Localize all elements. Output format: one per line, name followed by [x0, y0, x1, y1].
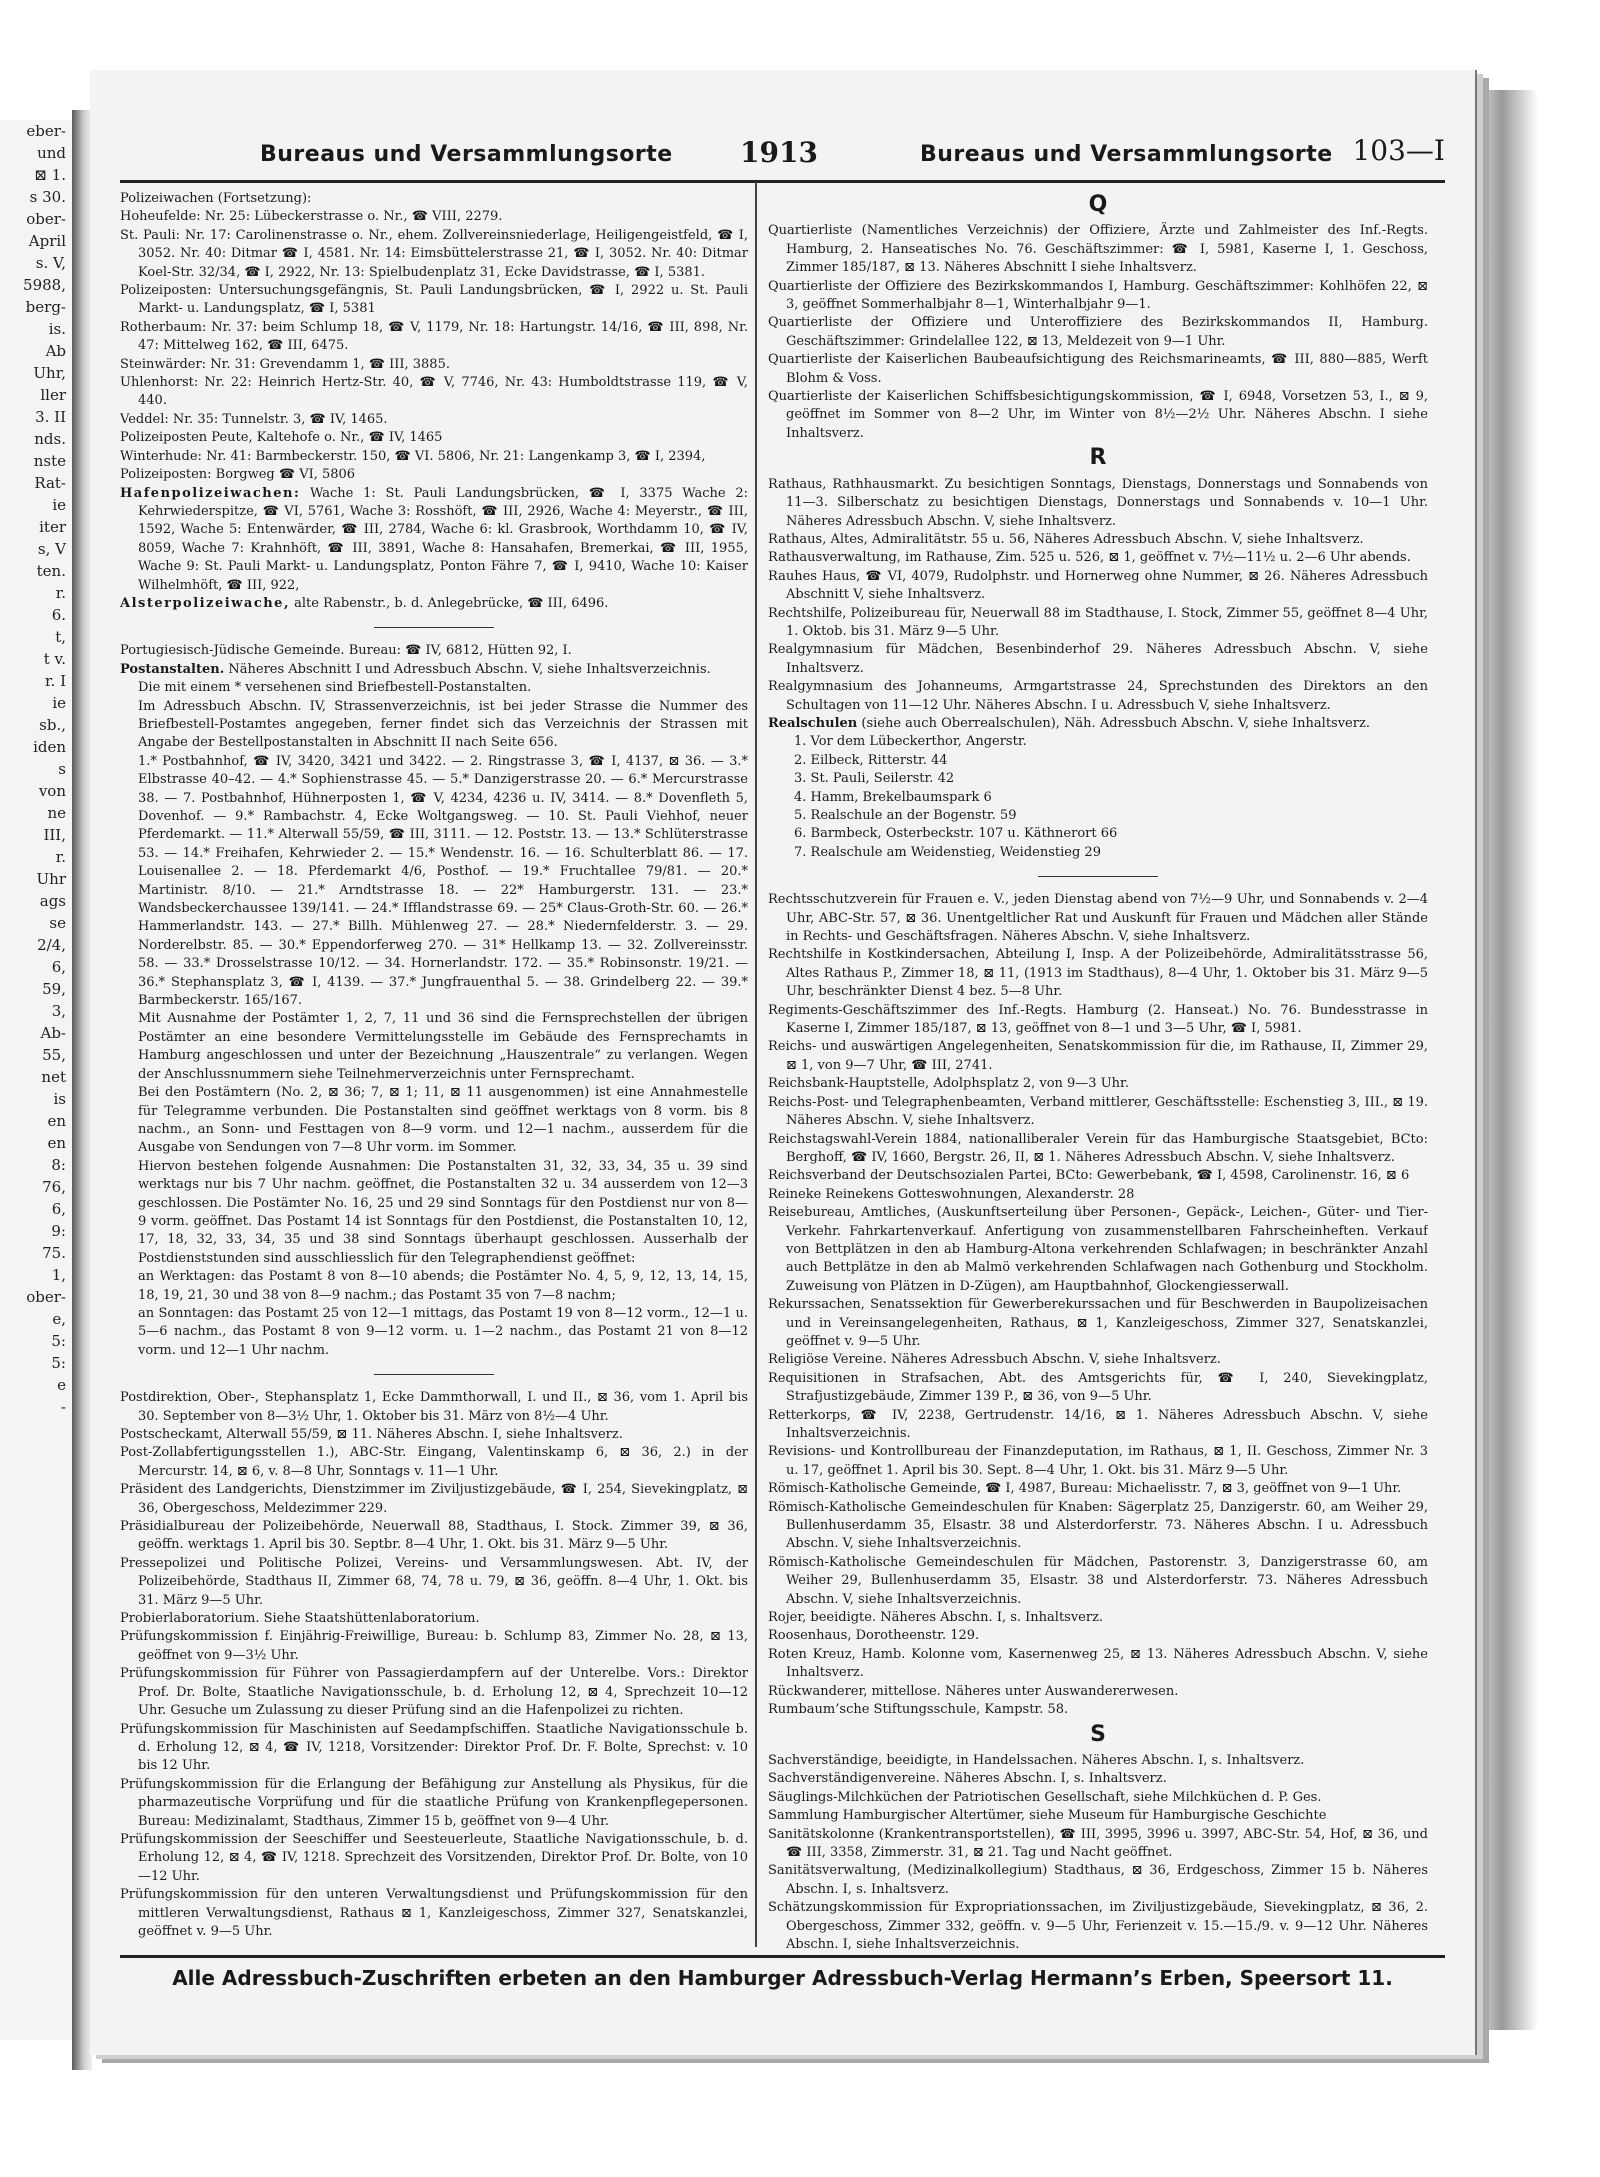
- adjacent-text-fragment: e: [57, 1376, 66, 1394]
- r-entry: Reichsbank-Hauptstelle, Adolphsplatz 2, von 9—3 Uhr.: [768, 1076, 1129, 1092]
- q-entry: Quartierliste der Offiziere des Bezirkskommandos I, Hamburg. Geschäftszimmer: Kohlhöfen 22, ⊠ 3, geöffnet Sommerhalbjahr 8—1, Winterhalbjahr 9—1.: [768, 278, 1428, 313]
- polizei-entry: Veddel: Nr. 35: Tunnelstr. 3, ☎ IV, 1465.: [120, 411, 388, 427]
- polizei-entry: Polizeiposten: Untersuchungsgefängnis, St. Pauli Landungsbrücken, ☎ I, 2922 u. St. Pauli Markt- u. Landungsplatz, ☎ I, 5381: [120, 283, 748, 317]
- post-entry: Prüfungskommission für Führer von Passagierdampfern auf der Unterelbe. Vors.: Direktor Prof. Dr. Bolte, Staatliche Navigationsschule, b. d. Erholung 12, ⊠ 4, Sprechzeit 10—12 Uhr. Gesuche um Zulassung zu dieser Prüfung sind an die Hafenpolizei zu richten.: [120, 1666, 748, 1719]
- adjacent-text-fragment: Rat-: [34, 474, 66, 492]
- r-entry: Rückwanderer, mittellose. Näheres unter Auswandererwesen.: [768, 1683, 1179, 1699]
- adjacent-text-fragment: e,: [52, 1310, 66, 1328]
- section-letter-s: S: [1090, 1721, 1106, 1747]
- q-entries: [768, 222, 1428, 443]
- adjacent-text-fragment: 75.: [42, 1244, 66, 1262]
- adjacent-text-fragment: ne: [47, 804, 66, 822]
- hafenpolizei-entry: [120, 485, 748, 595]
- r-entry: Rojer, beeidigte. Näheres Abschn. I, s. Inhaltsverz.: [768, 1610, 1104, 1626]
- adjacent-text-fragment: r. I: [45, 672, 66, 690]
- adjacent-text-fragment: is: [53, 1090, 66, 1108]
- adjacent-text-fragment: sb.,: [39, 716, 66, 734]
- r-entry: Realgymnasium des Johanneums, Armgartstrasse 24, Sprechstunden des Direktors an den Schultagen von 11—12 Uhr. Näheres Abschn. I u. Adressbuch V, siehe Inhaltsverz.: [768, 679, 1428, 713]
- adjacent-text-fragment: ten.: [36, 562, 66, 580]
- adjacent-page-fragment: [0, 120, 75, 2040]
- r-entry: Römisch-Katholische Gemeindeschulen für Knaben: Sägerplatz 25, Danzigerstr. 60, am Weiher 29, Bullenhuserdamm 35, Elsastr. 38 und Alsterdorferstr. 73. Näheres Abschn. I u. Adressbuch Abschn. V, siehe Inhaltsverzeichnis.: [768, 1499, 1428, 1552]
- r-entry: Regiments-Geschäftszimmer des Inf.-Regts. Hamburg (2. Hanseat.) No. 76. Bundesstrasse in Kaserne I, Zimmer 185/187, ⊠ 13, geöffnet von 8—1 und 3—5 Uhr, ☎ I, 5981.: [768, 1002, 1428, 1037]
- adjacent-text-fragment: 5:: [51, 1332, 66, 1350]
- post-entry: Prüfungskommission für die Erlangung der Befähigung zur Anstellung als Physikus, für die pharmazeutische Vorprüfung und für die staatliche Prüfung von Krankenpflegepersonen. Bureau: Medizinalamt, Stadthaus, Zimmer 15 b, geöffnet von 9—4 Uhr.: [120, 1776, 748, 1829]
- adjacent-text-fragment: en: [47, 1134, 66, 1152]
- adjacent-text-fragment: und: [37, 144, 66, 162]
- q-entry: Quartierliste der Kaiserlichen Schiffsbesichtigungskommission, ☎ I, 6948, Vorsetzen 53, I., ⊠ 9, geöffnet im Sommer von 8—2 Uhr, im Winter von 8½—2½ Uhr. Näheres Abschn. I siehe Inhaltsverz.: [768, 389, 1428, 441]
- adjacent-text-fragment: berg-: [25, 298, 66, 316]
- page-number: 103—I: [1352, 134, 1445, 167]
- adjacent-text-fragment: en: [47, 1112, 66, 1130]
- directory-page: [90, 70, 1477, 2055]
- adjacent-text-fragment: 55,: [42, 1046, 66, 1064]
- adjacent-text-fragment: 5988,: [23, 276, 66, 294]
- s-entry: Sanitätskolonne (Krankentransportstellen), ☎ III, 3995, 3996 u. 3997, ABC-Str. 54, Hof, ⊠ 36, und ☎ III, 3358, Zimmerstr. 31, ⊠ 21. Tag und Nacht geöffnet.: [768, 1826, 1428, 1860]
- adjacent-text-fragment: r.: [55, 848, 66, 866]
- q-entry: Quartierliste der Kaiserlichen Baubeaufsichtigung des Reichsmarineamts, ☎ III, 880—885, Werft Blohm & Voss.: [768, 352, 1428, 386]
- r-entry: Rathausverwaltung, im Rathause, Zim. 525 u. 526, ⊠ 1, geöffnet v. 7½—11½ u. 2—6 Uhr abends.: [768, 550, 1411, 566]
- realschule-item: 5. Realschule an der Bogenstr. 59: [794, 808, 1017, 823]
- adjacent-text-fragment: ags: [39, 892, 66, 910]
- r-entry: Rechtshilfe in Kostkindersachen, Abteilung I, Insp. A der Polizeibehörde, Admiralitätsstrasse 56, Altes Rathaus P., Zimmer 18, ⊠ 11, (1913 im Stadthaus), 8—4 Uhr, 1. Oktober bis 31. März 9—5 Uhr, beschränkter Dienst 4 bez. 5—8 Uhr.: [768, 947, 1428, 1000]
- r-entry: Rauhes Haus, ☎ VI, 4079, Rudolphstr. und Hornerweg ohne Nummer, ⊠ 26. Näheres Adressbuch Abschnitt V, siehe Inhaltsverz.: [768, 568, 1428, 603]
- adjacent-text-fragment: 6,: [51, 1200, 66, 1218]
- polizei-entry: Winterhude: Nr. 41: Barmbeckerstr. 150, ☎ VI. 5806, Nr. 21: Langenkamp 3, ☎ I, 2394,: [120, 448, 706, 464]
- adjacent-text-fragment: 76,: [42, 1178, 66, 1196]
- adjacent-text-fragment: 5:: [51, 1354, 66, 1372]
- post-entry: Präsident des Landgerichts, Dienstzimmer im Ziviljustizgebäude, ☎ I, 254, Sievekingplatz, ⊠ 36, Obergeschoss, Meldezimmer 229.: [120, 1482, 748, 1516]
- post-entry: Pressepolizei und Politische Polizei, Vereins- und Versammlungswesen. Abt. IV, der Polizeibehörde, Stadthaus II, Zimmer 68, 74, 78 u. 79, ⊠ 36, geöffn. 8—4 Uhr, 1. Okt. bis 31. März 9—5 Uhr.: [120, 1555, 748, 1608]
- r-entry: Reisebureau, Amtliches, (Auskunftserteilung über Personen-, Gepäck-, Leichen-, Güter- und Tier-Verkehr. Fahrkartenverkauf. Anfertigung von zusammenstellbaren Fahrscheinheften. Verkauf von Bettplätzen in den ab Hamburg-Altona verkehrenden Schlafwagen; in beschränkter Anzahl auch Bettplätze in den ab Malmö verkehrenden Schlafwagen nach Gothenburg und Stockholm. Zuweisung von Plätzen in D-Zügen), am Hauptbahnhof, Glockengiesserwall.: [768, 1205, 1428, 1294]
- hafenpolizei-title: Hafenpolizeiwachen:: [120, 485, 301, 501]
- adjacent-text-fragment: nds.: [34, 430, 66, 448]
- s-entry: Sachverständige, beeidigte, in Handelssachen. Näheres Abschn. I, s. Inhaltsverz.: [768, 1752, 1305, 1768]
- post-entry: Prüfungskommission für Maschinisten auf Seedampfschiffen. Staatliche Navigationsschule b. d. Erholung 12, ⊠ 4, ☎ IV, 1218, Vorsitzender: Direktor Prof. Dr. F. Bolte, Sprechst: v. 10 bis 12 Uhr.: [120, 1721, 748, 1774]
- s-entry: Sanitätsverwaltung, (Medizinalkollegium) Stadthaus, ⊠ 36, Erdgeschoss, Zimmer 15 b. Näheres Abschn. I, s. Inhaltsverz.: [768, 1863, 1428, 1897]
- page-header: [120, 130, 1445, 183]
- alsterpolizei-title: Alsterpolizeiwache,: [120, 595, 290, 611]
- adjacent-text-fragment: 3,: [51, 1002, 66, 1020]
- polizei-entry: Uhlenhorst: Nr. 22: Heinrich Hertz-Str. 40, ☎ V, 7746, Nr. 43: Humboldtstrasse 119, ☎ V, 440.: [120, 375, 748, 409]
- adjacent-text-fragment: ie: [52, 496, 66, 514]
- adjacent-text-fragment: ober-: [26, 1288, 66, 1306]
- adjacent-text-fragment: Uhr: [36, 870, 66, 888]
- r-entry: Roten Kreuz, Hamb. Kolonne vom, Kasernenweg 25, ⊠ 13. Näheres Adressbuch Abschn. V, siehe Inhaltsverz.: [768, 1646, 1428, 1681]
- adjacent-text-fragment: 9:: [51, 1222, 66, 1240]
- polizeiwachen-section: [120, 190, 748, 485]
- r-entry: Reineke Reinekens Gotteswohnungen, Alexanderstr. 28: [768, 1186, 1135, 1202]
- polizei-entry: Polizeiposten: Borgweg ☎ VI, 5806: [120, 467, 356, 483]
- postanstalten-title-line: [120, 661, 748, 679]
- adjacent-text-fragment: Uhr,: [33, 364, 66, 382]
- hafenpolizei-text: Wache 1: St. Pauli Landungsbrücken, ☎ I, 3375 Wache 2: Kehrwiederspitze, ☎ VI, 5761, Wache 3: Rosshöft, ☎ III, 2926, Wache 4: Meyerstr., ☎ III, 1592, Wache 5: Entenwärder, ☎ III, 2784, Wache 6: kl. Grasbrook, Worthdamm 10, ☎ IV, 8059, Wache 7: Krahnhöft, ☎ III, 3891, Wache 8: Hansahafen, Bremerkai, ☎ III, 1955, Wache 9: St. Pauli Markt- u. Landungsplatz, Ponton Fähre 7, ☎ I, 9410, Wache 10: Kaiser Wilhelmhöft, ☎ III, 922,: [138, 485, 748, 593]
- adjacent-text-fragment: 8:: [51, 1156, 66, 1174]
- alsterpolizei-text: alte Rabenstr., b. d. Anlegebrücke, ☎ III, 6496.: [294, 595, 609, 611]
- adjacent-text-fragment: net: [41, 1068, 66, 1086]
- realschulen-list: [768, 733, 1428, 862]
- realschule-item: 4. Hamm, Brekelbaumspark 6: [794, 789, 992, 805]
- section-rule: [374, 627, 494, 628]
- postanstalten-paragraph: Hiervon bestehen folgende Ausnahmen: Die Postanstalten 31, 32, 33, 34, 35 u. 39 sind werktags nur bis 7 Uhr nachm. geöffnet, die Postanstalten 32 u. 34 ausserdem von 12—3 geschlossen. Die Postämter No. 16, 25 und 29 sind Sonntags für den Postdienst nur von 8—9 vorm. geöffnet. Das Postamt 14 ist Sonntags für den Postdienst, die Postanstalten 10, 12, 17, 18, 32, 33, 34, 35 und 38 sind Sonntags überhaupt geschlossen. Ausserhalb der Postdienststunden sind ausschliesslich für den Telegraphendienst geöffnet:: [138, 1158, 748, 1266]
- postanstalten-paragraph: an Werktagen: das Postamt 8 von 8—10 abends; die Postämter No. 4, 5, 9, 12, 13, 14, 15, 18, 19, 21, 30 und 38 von 8—9 nachm.; das Postamt 35 von 7—8 nachm;: [138, 1269, 748, 1303]
- adjacent-text-fragment: 1,: [51, 1266, 66, 1284]
- realschulen-title: Realschulen: [768, 715, 858, 731]
- adjacent-text-fragment: s: [58, 760, 66, 778]
- r-entry: Rechtshilfe, Polizeibureau für, Neuerwall 88 im Stadthause, I. Stock, Zimmer 55, geöffnet 8—4 Uhr, 1. Oktob. bis 31. März 9—5 Uhr.: [768, 605, 1428, 639]
- realschulen-text: (siehe auch Oberrealschulen), Näh. Adressbuch Abschn. V, siehe Inhaltsverz.: [861, 715, 1370, 731]
- postanstalten-intro: Näheres Abschnitt I und Adressbuch Abschn. V, siehe Inhaltsverzeichnis.: [228, 661, 711, 677]
- s-entry: Sammlung Hamburgischer Altertümer, siehe Museum für Hamburgische Geschichte: [768, 1808, 1327, 1824]
- s-entry: Schätzungskommission für Expropriationssachen, im Ziviljustizgebäude, Sievekingplatz, ⊠ 36, 2. Obergeschoss, Zimmer 332, geöffn. v. 9—5 Uhr, Ferienzeit v. 15.—15./9. v. 9—12 Uhr. Näheres Abschn. I, siehe Inhaltsverzeichnis.: [768, 1900, 1428, 1952]
- section-letter-r: R: [1089, 445, 1107, 471]
- post-entry: Postscheckamt, Alterwall 55/59, ⊠ 11. Näheres Abschn. I, siehe Inhaltsverz.: [120, 1427, 623, 1442]
- polizei-entry: Polizeiposten Peute, Kaltehofe o. Nr., ☎ IV, 1465: [120, 430, 443, 446]
- q-entry: Quartierliste der Offiziere und Unteroffiziere des Bezirkskommandos II, Hamburg. Geschäftszimmer: Grindelallee 122, ⊠ 13, Meldezeit von 9—1 Uhr.: [768, 315, 1428, 349]
- r-entries-a: [768, 476, 1428, 715]
- realschule-item: 3. St. Pauli, Seilerstr. 42: [794, 771, 955, 787]
- adjacent-text-fragment: 6.: [51, 606, 66, 624]
- adjacent-text-fragment: ller: [40, 386, 66, 404]
- postanstalten-paragraph: Mit Ausnahme der Postämter 1, 2, 7, 11 und 36 sind die Fernsprechstellen der übrigen Postämter an eine besondere Vermittelungsstelle im Gebäude des Fernsprechamts in Hamburg angeschlossen und unter der Bezeichnung „Hauszentrale“ zu verlangen. Wegen der Anschlussnummern siehe Teilnehmerverzeichnis unter Fernsprechamt.: [138, 1011, 748, 1082]
- r-entry: Rekurssachen, Senatssektion für Gewerberekurssachen und für Beschwerden in Baupolizeisachen und in Vereinsangelegenheiten, Rathaus, ⊠ 1, Kanzleigeschoss, Zimmer 327, Senatskanzlei, geöffnet v. 9—5 Uhr.: [768, 1297, 1428, 1349]
- s-entry: Sachverständigenvereine. Näheres Abschn. I, s. Inhaltsverz.: [768, 1771, 1167, 1787]
- adjacent-text-fragment: s. V,: [35, 254, 66, 272]
- header-title-left: Bureaus und Versammlungsorte: [260, 142, 673, 167]
- column-divider: [755, 182, 757, 1947]
- postanstalten-paragraph: 1.* Postbahnhof, ☎ IV, 3420, 3421 und 3422. — 2. Ringstrasse 3, ☎ I, 4137, ⊠ 36. — 3.* Elbstrasse 40–42. — 4.* Sophienstrasse 45. — 5.* Danzigerstrasse 20. — 6.* Mercurstrasse 38. — 7. Postbahnhof, Hühnerposten 1, ☎ V, 4234, 4236 u. IV, 3414. — 8.* Dovenfleth 5, Dovenhof. — 9.* Rambachstr. 4, Ecke Woltgangsweg. — 10. St. Pauli Viehhof, neuer Pferdemarkt. — 11.* Alterwall 55/59, ☎ III, 3111. — 12. Poststr. 13. — 13.* Schlüterstrasse 53. — 14.* Freihafen, Kehrwieder 2. — 15.* Wendenstr. 16. — 16. Schulterblatt 86. — 17. Louisenallee 2. — 18. Pferdemarkt 4/6, Posthof. — 19.* Fruchtallee 79/81. — 20.* Martinistr. 8/10. — 21.* Arndtstrasse 18. — 22* Hamburgerstr. 131. — 23.* Wandsbeckerchaussee 139/141. — 24.* Ifflandstrasse 69. — 25* Claus-Groth-Str. 60. — 26.* Hammerlandstr. 143. — 27.* Billh. Mühlenweg 27. — 28.* Niedernfelderstr. 3. — 29. Norderelbstr. 85. — 30.* Eppendorferweg 270. — 31* Hellkamp 13. — 32. Zollvereinsstr. 58. — 33.* Drosselstrasse 10/12. — 34. Hornerlandstr. 172. — 35.* Robinsonstr. 19/21. — 36.* Stephansplatz 3, ☎ I, 4139. — 37.* Jungfrauenthal 5. — 38. Grindelberg 22. — 39.* Barmbeckerstr. 165/167.: [138, 753, 748, 1009]
- r-entry: Requisitionen in Strafsachen, Abt. des Amtsgerichts für, ☎ I, 240, Sievekingplatz, Strafjustizgebäude, Zimmer 139 P., ⊠ 36, von 9—5 Uhr.: [768, 1370, 1428, 1405]
- r-entry: Reichs-Post- und Telegraphenbeamten, Verband mittlerer, Geschäftsstelle: Eschenstieg 3, III., ⊠ 19. Näheres Abschn. V, siehe Inhaltsverz.: [768, 1094, 1428, 1129]
- adjacent-text-fragment: iden: [33, 738, 66, 756]
- r-entry: Rathaus, Altes, Admiralitätstr. 55 u. 56, Näheres Adressbuch Abschn. V, siehe Inhaltsverz.: [768, 531, 1364, 547]
- s-entries: [768, 1752, 1428, 1954]
- postanstalten-paragraph: Die mit einem * versehenen sind Briefbestell-Postanstalten.: [138, 680, 532, 696]
- postanstalten-paragraph: Bei den Postämtern (No. 2, ⊠ 36; 7, ⊠ 1; 11, ⊠ 11 ausgenommen) ist eine Annahmestelle für Telegramme verbunden. Die Postanstalten sind geöffnet werktags von 8 vorm. bis 8 nachm., an Sonn- und Festtagen von 8—9 vorm. und 12—1 nachm., ausserdem für die Ausgabe von Sendungen von 7—8 Uhr vorm. im Sommer.: [138, 1085, 748, 1156]
- section-rule: [374, 1374, 494, 1375]
- polizei-entry: Polizeiwachen (Fortsetzung):: [120, 191, 312, 206]
- adjacent-text-fragment: t v.: [43, 650, 66, 668]
- adjacent-text-fragment: 59,: [42, 980, 66, 998]
- r-entry: Retterkorps, ☎ IV, 2238, Gertrudenstr. 14/16, ⊠ 1. Näheres Adressbuch Abschn. V, siehe Inhaltsverzeichnis.: [768, 1407, 1428, 1441]
- r-entry: Reichs- und auswärtigen Angelegenheiten, Senatskommission für die, im Rathause, II, Zimmer 29, ⊠ 1, von 9—7 Uhr, ☎ III, 2741.: [768, 1039, 1428, 1073]
- postanstalten-paragraph: an Sonntagen: das Postamt 25 von 12—1 mittags, das Postamt 19 von 8—12 vorm., 12—1 u. 5—6 nachm., das Postamt 8 von 9—12 vorm. u. 1—2 nachm., das Postamt 21 von 8—12 vorm. und 12—1 Uhr nachm.: [138, 1305, 748, 1358]
- r-entry: Reichsverband der Deutschsozialen Partei, BCto: Gewerbebank, ☎ I, 4598, Carolinenstr. 16, ⊠ 6: [768, 1168, 1410, 1184]
- r-entries-b: [768, 891, 1428, 1719]
- adjacent-text-fragment: t,: [55, 628, 66, 646]
- realschule-item: 7. Realschule am Weidenstieg, Weidenstieg 29: [794, 844, 1101, 860]
- adjacent-text-fragment: Ab: [45, 342, 66, 360]
- postanstalten-title: Postanstalten.: [120, 661, 225, 677]
- realschule-item: 1. Vor dem Lübeckerthor, Angerstr.: [794, 734, 1027, 750]
- section-letter-q: Q: [1088, 192, 1108, 217]
- realschule-item: 6. Barmbeck, Osterbeckstr. 107 u. Käthnerort 66: [794, 826, 1118, 842]
- polizei-entry: Rotherbaum: Nr. 37: beim Schlump 18, ☎ V, 1179, Nr. 18: Hartungstr. 14/16, ☎ III, 898, Nr. 47: Mittelweg 162, ☎ III, 6475.: [120, 319, 748, 354]
- polizei-entry: Steinwärder: Nr. 31: Grevendamm 1, ☎ III, 3885.: [120, 356, 450, 372]
- adjacent-text-fragment: 2/4,: [37, 936, 66, 954]
- r-entry: Realgymnasium für Mädchen, Besenbinderhof 29. Näheres Adressbuch Abschn. V, siehe Inhaltsverz.: [768, 642, 1428, 676]
- adjacent-text-fragment: ober-: [26, 210, 66, 228]
- adjacent-text-fragment: s 30.: [29, 188, 66, 206]
- postanstalten-paragraph: Im Adressbuch Abschn. IV, Strassenverzeichnis, ist bei jeder Strasse die Nummer des Briefbestell-Postamtes angegeben, ferner findet sich das Verzeichnis der Strassen mit Angabe der Bestellpostanstalten in Abschnitt II nach Seite 656.: [138, 698, 748, 751]
- adjacent-text-fragment: iter: [39, 518, 66, 536]
- post-entry: Postdirektion, Ober-, Stephansplatz 1, Ecke Dammthorwall, I. und II., ⊠ 36, vom 1. April bis 30. September von 8—3½ Uhr, 1. Oktober bis 31. März von 8½—4 Uhr.: [120, 1390, 748, 1424]
- left-column: [120, 190, 748, 1941]
- adjacent-text-fragment: s, V: [37, 540, 66, 558]
- page-edge: [1478, 90, 1538, 2030]
- adjacent-text-fragment: Ab-: [40, 1024, 66, 1042]
- portugiesisch-entry: Portugiesisch-Jüdische Gemeinde. Bureau: ☎ IV, 6812, Hütten 92, I.: [120, 643, 572, 659]
- polizei-entry: St. Pauli: Nr. 17: Carolinenstrasse o. Nr., ehem. Zollvereinsniederlage, Heiligengeistfeld, ☎ I, 3052. Nr. 40: Ditmar ☎ I, 4581. Nr. 14: Eimsbüttelerstrasse 21, ☎ I, 3052. Nr. 40: Ditmar Koel-Str. 32/34, ☎ I, 2922, Nr. 13: Spielbudenplatz 31, Ecke Davidstrasse, ☎ I, 5381.: [120, 227, 748, 280]
- adjacent-text-fragment: von: [38, 782, 66, 800]
- page-footer: Alle Adressbuch-Zuschriften erbeten an den Hamburger Adressbuch-Verlag Hermann’s Erben, Speersort 11.: [120, 1955, 1445, 1990]
- alsterpolizei-entry: [120, 595, 748, 613]
- book-gutter: [72, 110, 92, 2070]
- adjacent-text-fragment: is.: [48, 320, 66, 338]
- post-entry: Prüfungskommission der Seeschiffer und Seesteuerleute, Staatliche Navigationsschule, b. d. Erholung 12, ⊠ 4, ☎ IV, 1218. Sprechzeit des Vorsitzenden, Direktor Prof. Dr. Bolte, von 10—12 Uhr.: [120, 1831, 748, 1884]
- r-entry: Rathaus, Rathhausmarkt. Zu besichtigen Sonntags, Dienstags, Donnerstags und Sonnabends von 11—3. Silberschatz zu besichtigen Dienstags, Donnerstags und Sonnabends v. 10—1 Uhr. Näheres Adressbuch Abschn. V, siehe Inhaltsverz.: [768, 476, 1428, 529]
- r-entry: Religiöse Vereine. Näheres Adressbuch Abschn. V, siehe Inhaltsverz.: [768, 1352, 1221, 1368]
- adjacent-text-fragment: III,: [43, 826, 66, 844]
- r-entry: Rumbaum’sche Stiftungsschule, Kampstr. 58.: [768, 1702, 1069, 1718]
- adjacent-text-fragment: 3. II: [35, 408, 66, 426]
- realschule-item: 2. Eilbeck, Ritterstr. 44: [794, 752, 948, 768]
- adjacent-text-fragment: eber-: [26, 122, 66, 140]
- post-entry: Prüfungskommission für den unteren Verwaltungsdienst und Prüfungskommission für den mittleren Verwaltungsdienst, Rathaus ⊠ 1, Kanzleigeschoss, Zimmer 327, Senatskanzlei, geöffnet v. 9—5 Uhr.: [120, 1887, 748, 1939]
- r-entry: Römisch-Katholische Gemeinde, ☎ I, 4987, Bureau: Michaelisstr. 7, ⊠ 3, geöffnet von 9—1 Uhr.: [768, 1481, 1402, 1497]
- adjacent-text-fragment: -: [60, 1398, 66, 1416]
- adjacent-text-fragment: ie: [52, 694, 66, 712]
- header-title-right: Bureaus und Versammlungsorte: [920, 142, 1333, 167]
- realschulen-entry: [768, 715, 1428, 733]
- r-entry: Römisch-Katholische Gemeindeschulen für Mädchen, Pastorenstr. 3, Danzigerstrasse 60, am Weiher 29, Bullenhuserdamm 35, Elsastr. 38 und Alsterdorferstr. 73. Näheres Adressbuch Abschn. V, siehe Inhaltsverzeichnis.: [768, 1554, 1428, 1607]
- r-entry: Roosenhaus, Dorotheenstr. 129.: [768, 1628, 980, 1644]
- q-entry: Quartierliste (Namentliches Verzeichnis) der Offiziere, Ärzte und Zahlmeister des Inf.-Regts. Hamburg, 2. Hanseatisches No. 76. Geschäftszimmer: ☎ I, 5981, Kaserne I, 1. Geschoss, Zimmer 185/187, ⊠ 13. Näheres Abschnitt I siehe Inhaltsverz.: [768, 223, 1428, 276]
- r-entry: Revisions- und Kontrollbureau der Finanzdeputation, im Rathaus, ⊠ 1, II. Geschoss, Zimmer Nr. 3 u. 17, geöffnet 1. April bis 30. Sept. 8—4 Uhr, 1. Okt. bis 31. März 9—5 Uhr.: [768, 1444, 1428, 1478]
- adjacent-text-fragment: r.: [55, 584, 66, 602]
- right-column: [768, 190, 1428, 1954]
- post-entry: Präsidialbureau der Polizeibehörde, Neuerwall 88, Stadthaus, I. Stock. Zimmer 39, ⊠ 36, geöffn. werktags 1. April bis 30. Septbr. 8—4 Uhr, 1. Okt. bis 31. März 9—5 Uhr.: [120, 1519, 748, 1553]
- postanstalten-section: [120, 679, 748, 1360]
- adjacent-text-fragment: nste: [33, 452, 66, 470]
- polizei-entry: Hoheufelde: Nr. 25: Lübeckerstrasse o. Nr., ☎ VIII, 2279.: [120, 209, 503, 225]
- post-entry: Prüfungskommission f. Einjährig-Freiwillige, Bureau: b. Schlump 83, Zimmer No. 28, ⊠ 13, geöffnet von 9—3½ Uhr.: [120, 1629, 748, 1663]
- header-year: 1913: [740, 136, 818, 169]
- post-entries-section: [120, 1389, 748, 1941]
- adjacent-text-fragment: ⊠ 1.: [34, 166, 66, 184]
- section-rule: [1038, 876, 1158, 877]
- adjacent-text-fragment: 6,: [51, 958, 66, 976]
- r-entry: Rechtsschutzverein für Frauen e. V., jeden Dienstag abend von 7½—9 Uhr, und Sonnabends v. 2—4 Uhr, ABC-Str. 57, ⊠ 36. Unentgeltlicher Rat und Auskunft für Frauen und Mädchen aller Stände in Rechts- und Geschäftsfragen. Näheres Abschn. V, siehe Inhaltsverz.: [768, 892, 1428, 945]
- s-entry: Säuglings-Milchküchen der Patriotischen Gesellschaft, siehe Milchküchen d. P. Ges.: [768, 1789, 1322, 1805]
- adjacent-text-fragment: se: [49, 914, 66, 932]
- post-entry: Probierlaboratorium. Siehe Staatshüttenlaboratorium.: [120, 1611, 480, 1627]
- r-entry: Reichstagswahl-Verein 1884, nationalliberaler Verein für das Hamburgische Staatsgebiet, BCto: Berghoff, ☎ IV, 1660, Bergstr. 26, II, ⊠ 1. Näheres Adressbuch Abschn. V, siehe Inhaltsverz.: [768, 1131, 1428, 1165]
- adjacent-text-fragment: April: [28, 232, 66, 250]
- post-entry: Post-Zollabfertigungsstellen 1.), ABC-Str. Eingang, Valentinskamp 6, ⊠ 36, 2.) in der Mercurstr. 14, ⊠ 6, v. 8—8 Uhr, Sonntags v. 11—1 Uhr.: [120, 1445, 748, 1479]
